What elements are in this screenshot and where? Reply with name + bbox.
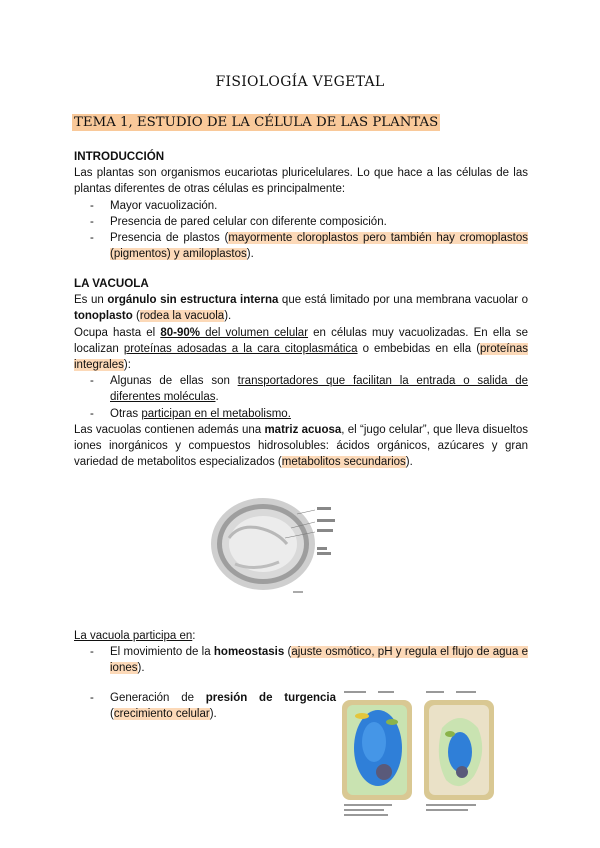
list-item: - Algunas de ellas son transportadores que facilitan la entrada o salida de diferentes moléculas. xyxy=(74,373,528,405)
highlight-text: proteínas integrales xyxy=(74,342,528,372)
list-item xyxy=(74,230,528,262)
intro-list xyxy=(74,198,528,263)
list-item xyxy=(74,214,528,230)
vacuola-section xyxy=(74,276,528,470)
participa-list xyxy=(74,644,528,676)
vacuola-paragraph-2: Ocupa hasta el 80-90% del volumen celular en células muy vacuolizadas. En ella se localizan proteínas adosadas a la cara citoplasmática o embebidas en ella (proteínas integrales): xyxy=(74,326,528,372)
list-item-text: Mayor vacuolización. xyxy=(110,199,218,212)
list-item: - Otras participan en el metabolismo. xyxy=(74,406,528,422)
intro-heading: INTRODUCCIÓN xyxy=(74,150,165,163)
list-item xyxy=(74,198,528,214)
participa-section xyxy=(74,628,528,677)
highlight-text: metabolitos secundarios xyxy=(281,456,406,469)
highlight-text: crecimiento celular xyxy=(113,708,210,721)
intro-paragraph: Las plantas son organismos eucariotas pluricelulares. Lo que hace a las células de las plantas diferentes de otras células es principalmente: xyxy=(74,167,528,196)
intro-section xyxy=(74,149,528,262)
list-item: - Generación de presión de turgencia (crecimiento celular). xyxy=(74,690,336,722)
section-title: TEMA 1, ESTUDIO DE LA CÉLULA DE LAS PLANTAS xyxy=(74,115,439,130)
highlight-text: ajuste osmótico, pH y regula el flujo de agua e iones xyxy=(110,646,529,675)
highlight-text: mayormente cloroplastos pero también hay cromoplastos (pigmentos) y amiloplastos xyxy=(110,232,528,261)
cell-micrograph-image xyxy=(205,494,355,598)
highlight-text: rodea la vacuola xyxy=(139,310,225,323)
list-item: - El movimiento de la homeostasis (ajuste osmótico, pH y regula el flujo de agua e iones). xyxy=(74,644,528,676)
document-title: FISIOLOGÍA VEGETAL xyxy=(215,74,385,90)
turgor-cells-image xyxy=(338,688,498,820)
turgencia-section xyxy=(74,690,336,722)
vacuola-paragraph-1: Es un orgánulo sin estructura interna que está limitado por una membrana vacuolar o tonoplasto (rodea la vacuola). xyxy=(74,294,528,323)
vacuola-paragraph-3: Las vacuolas contienen además una matriz acuosa, el “jugo celular”, que lleva disueltos iones inorgánicos y compuestos hidrosolubles: ácidos orgánicos, azúcares y gran variedad de metabolitos especializados (metabolitos secundarios). xyxy=(74,423,528,469)
list-item-text: Presencia de plastos ( xyxy=(110,232,229,245)
participa-heading: La vacuola participa en: xyxy=(74,630,196,642)
turgencia-list xyxy=(74,690,336,722)
list-item-text: Presencia de pared celular con diferente composición. xyxy=(110,215,387,228)
vacuola-list xyxy=(74,373,528,422)
vacuola-heading: LA VACUOLA xyxy=(74,277,149,290)
list-item-text: ). xyxy=(246,248,254,261)
